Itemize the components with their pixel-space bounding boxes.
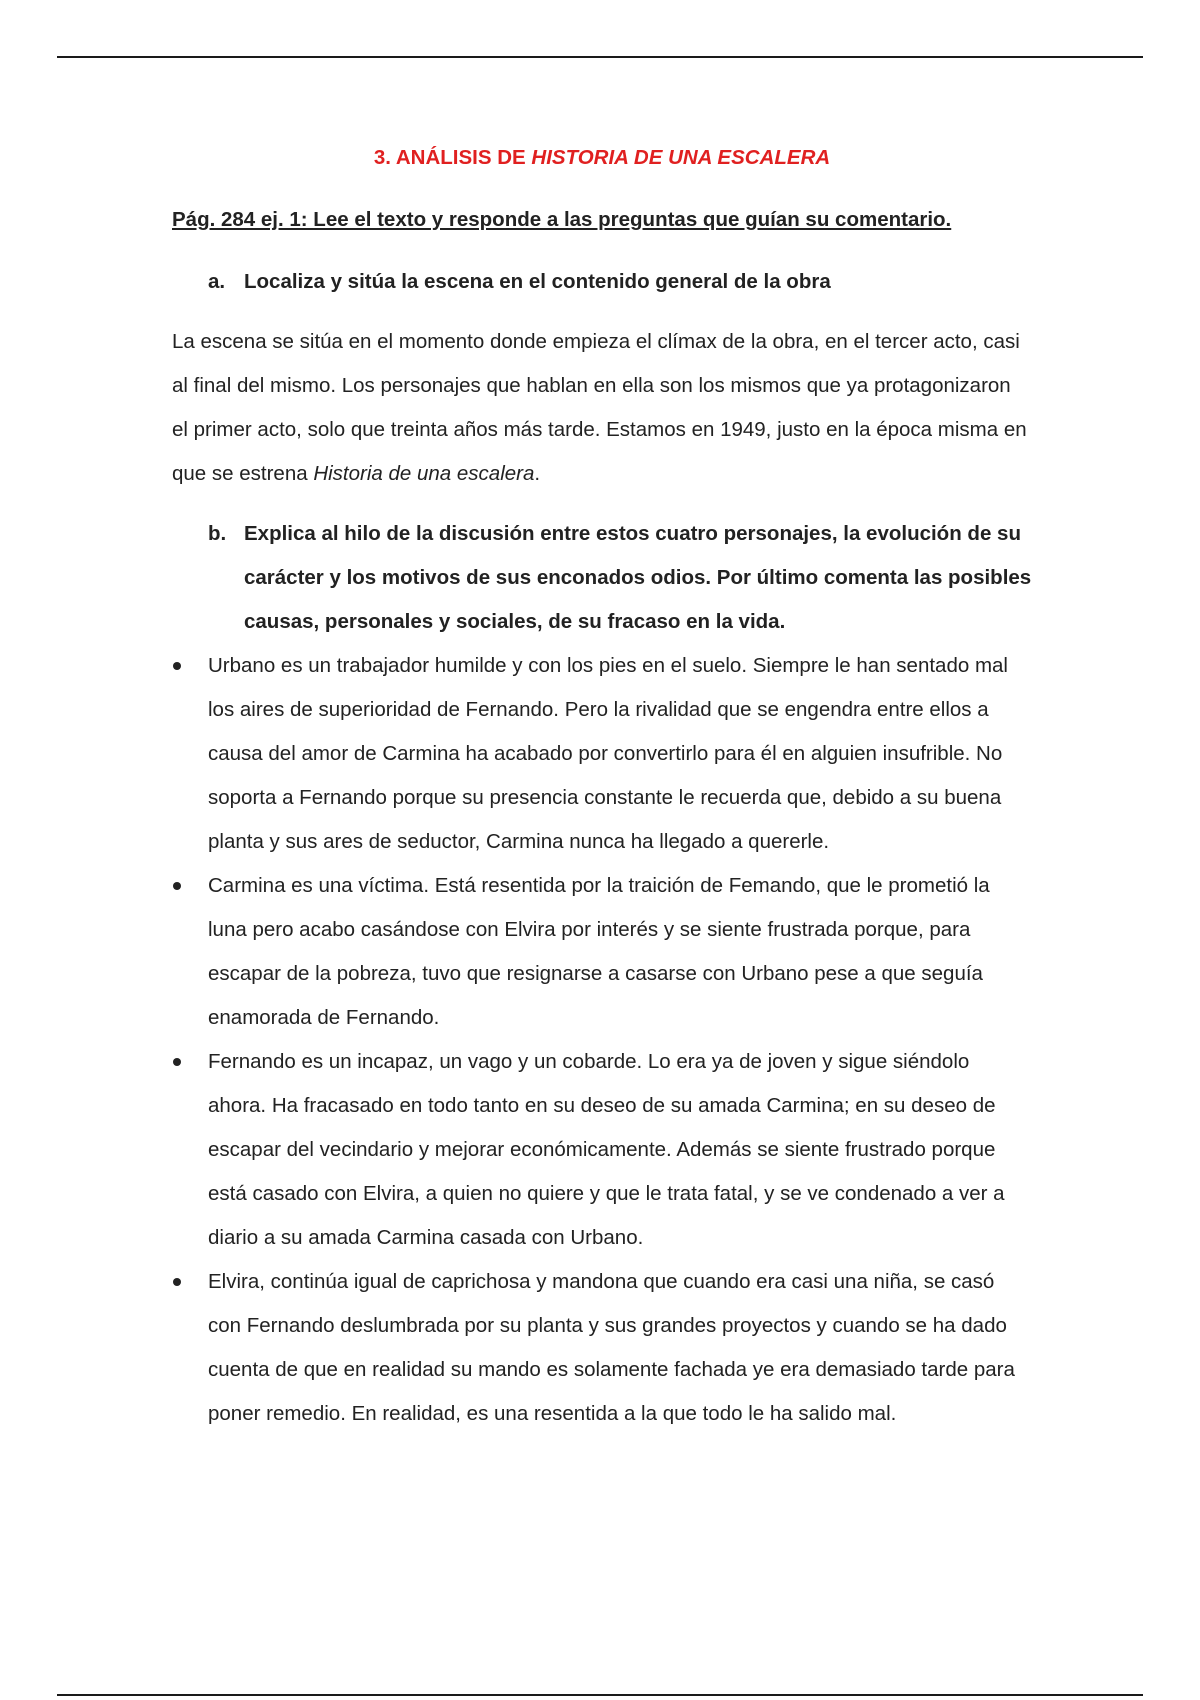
question-text: Localiza y sitúa la escena en el contenido general de la obra xyxy=(244,270,831,293)
bullet-icon xyxy=(173,662,181,670)
bottom-rule xyxy=(57,1694,1143,1696)
question-letter: a. xyxy=(208,270,226,293)
document-page xyxy=(172,140,1032,1436)
list-item-text: Fernando es un incapaz, un vago y un cobarde. Lo era ya de joven y sigue siéndolo ahora. Ha fracasado en todo tanto en su deseo de su amada Carmina; en su deseo de escapar del vecindario y mejorar económicamente. Además se siente frustrado porque está casado con Elvira, a quien no quiere y que le trata fatal, y se ve condenado a ver a diario a su amada Carmina casada con Urbano. xyxy=(208,1050,1005,1249)
exercise-heading: Pág. 284 ej. 1: Lee el texto y responde a las preguntas que guían su comentario. xyxy=(172,208,952,231)
page-title xyxy=(172,140,1032,184)
title-work-name: HISTORIA DE UNA ESCALERA xyxy=(531,146,831,169)
bullet-icon xyxy=(173,1278,181,1286)
list-item xyxy=(172,644,1032,864)
answer-a-paragraph xyxy=(172,320,1032,496)
question-a xyxy=(172,260,1032,304)
bullet-icon xyxy=(173,1058,181,1066)
character-list xyxy=(172,644,1032,1436)
answer-a-text: La escena se sitúa en el momento donde empieza el clímax de la obra, en el tercer acto, casi al final del mismo. Los personajes que hablan en ella son los mismos que ya protagonizaron el primer acto, solo que treinta años más tarde. Estamos en 1949, justo en la época misma en que se estrena xyxy=(172,330,1027,485)
list-item-text: Urbano es un trabajador humilde y con los pies en el suelo. Siempre le han sentado mal los aires de superioridad de Fernando. Pero la rivalidad que se engendra entre ellos a causa del amor de Carmina ha acabado por convertirlo para él en alguien insufrible. No soporta a Fernando porque su presencia constante le recuerda que, debido a su buena planta y sus ares de seductor, Carmina nunca ha llegado a quererle. xyxy=(208,654,1008,853)
bullet-icon xyxy=(173,882,181,890)
question-text: Explica al hilo de la discusión entre estos cuatro personajes, la evolución de su carácter y los motivos de sus enconados odios. Por último comenta las posibles causas, personales y sociales, de su fracaso en la vida. xyxy=(244,522,1032,633)
list-item xyxy=(172,1040,1032,1260)
list-item xyxy=(172,1260,1032,1436)
list-item xyxy=(172,864,1032,1040)
answer-a-end: . xyxy=(534,462,541,485)
question-b xyxy=(172,512,1032,644)
title-prefix: 3. ANÁLISIS DE xyxy=(373,146,532,169)
top-rule xyxy=(57,56,1143,58)
list-item-text: Carmina es una víctima. Está resentida por la traición de Femando, que le prometió la luna pero acabo casándose con Elvira por interés y se siente frustrada porque, para escapar de la pobreza, tuvo que resignarse a casarse con Urbano pese a que seguía enamorada de Fernando. xyxy=(208,874,990,1029)
list-item-text: Elvira, continúa igual de caprichosa y mandona que cuando era casi una niña, se casó con Fernando deslumbrada por su planta y sus grandes proyectos y cuando se ha dado cuenta de que en realidad su mando es solamente fachada ye era demasiado tarde para poner remedio. En realidad, es una resentida a la que todo le ha salido mal. xyxy=(208,1270,1015,1425)
question-letter: b. xyxy=(208,522,227,545)
answer-a-italic: Historia de una escalera xyxy=(313,462,535,485)
